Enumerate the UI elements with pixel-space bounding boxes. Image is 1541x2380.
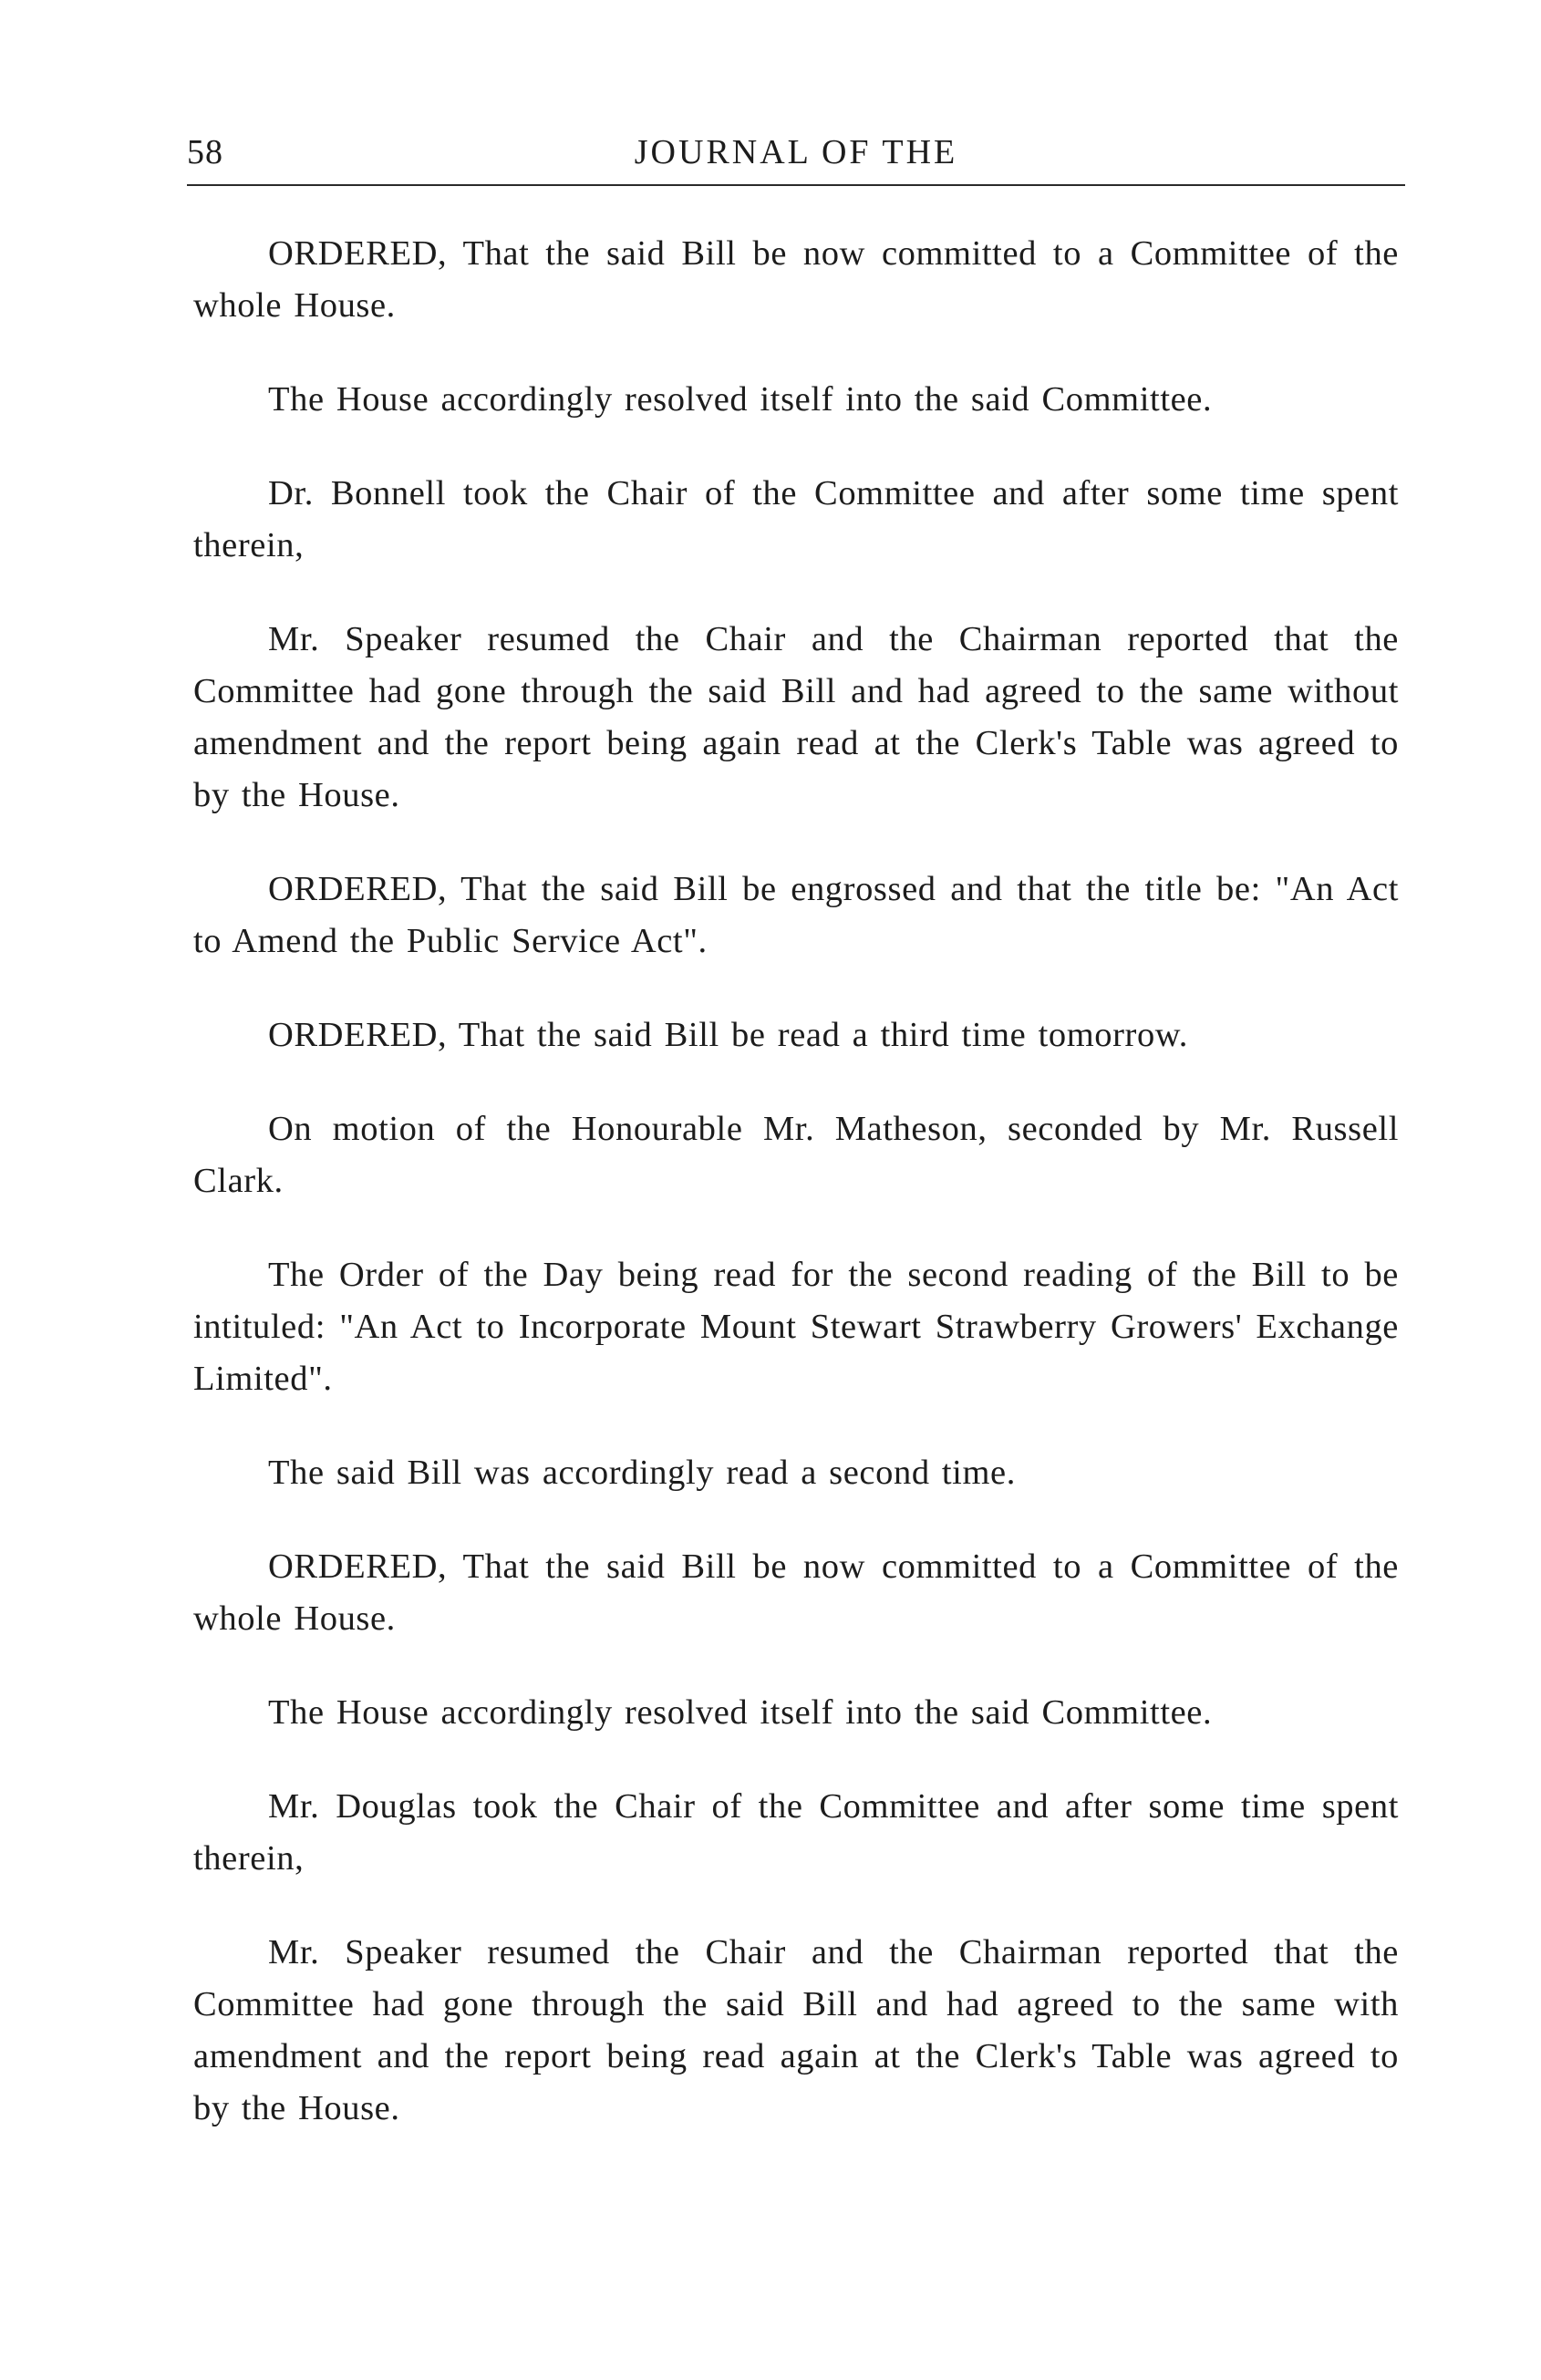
running-head: JOURNAL OF THE bbox=[634, 133, 958, 171]
paragraph-house-resolved-2: The House accordingly resolved itself into the said Committee. bbox=[268, 1693, 1213, 1732]
paragraph-chair-taken: Dr. Bonnell took the Chair of the Committee and after some time spent therein, bbox=[193, 474, 1399, 564]
journal-body bbox=[193, 228, 1399, 2177]
paragraph-ordered-third-reading: ORDERED, That the said Bill be read a third time tomorrow. bbox=[268, 1016, 1188, 1054]
page-number: 58 bbox=[187, 133, 223, 171]
paragraph-order-of-day: The Order of the Day being read for the second reading of the Bill to be intituled: "An Act to Incorporate Mount Stewart Strawberry Growers' Exchange Limited". bbox=[193, 1256, 1399, 1398]
paragraph-second-reading: The said Bill was accordingly read a second time. bbox=[268, 1454, 1016, 1492]
paragraph-ordered-committed: ORDERED, That the said Bill be now committed to a Committee of the whole House. bbox=[193, 234, 1399, 325]
paragraph-speaker-resumed: Mr. Speaker resumed the Chair and the Chairman reported that the Committee had gone through the said Bill and had agreed to the same without amendment and the report being again read at the Clerk's Table was agreed to by the House. bbox=[193, 620, 1399, 814]
paragraph-speaker-resumed-2: Mr. Speaker resumed the Chair and the Chairman reported that the Committee had gone through the said Bill and had agreed to the same with amendment and the report being read again at the Clerk's Table was agreed to by the House. bbox=[193, 1933, 1399, 2127]
paragraph-motion: On motion of the Honourable Mr. Matheson, seconded by Mr. Russell Clark. bbox=[193, 1110, 1399, 1200]
page-header bbox=[187, 129, 1405, 186]
paragraph-ordered-committed-2: ORDERED, That the said Bill be now committed to a Committee of the whole House. bbox=[193, 1547, 1399, 1638]
paragraph-ordered-engrossed: ORDERED, That the said Bill be engrossed and that the title be: "An Act to Amend the Public Service Act". bbox=[193, 870, 1399, 960]
paragraph-chair-taken-2: Mr. Douglas took the Chair of the Committee and after some time spent therein, bbox=[193, 1787, 1399, 1878]
paragraph-house-resolved: The House accordingly resolved itself into the said Committee. bbox=[268, 380, 1213, 419]
